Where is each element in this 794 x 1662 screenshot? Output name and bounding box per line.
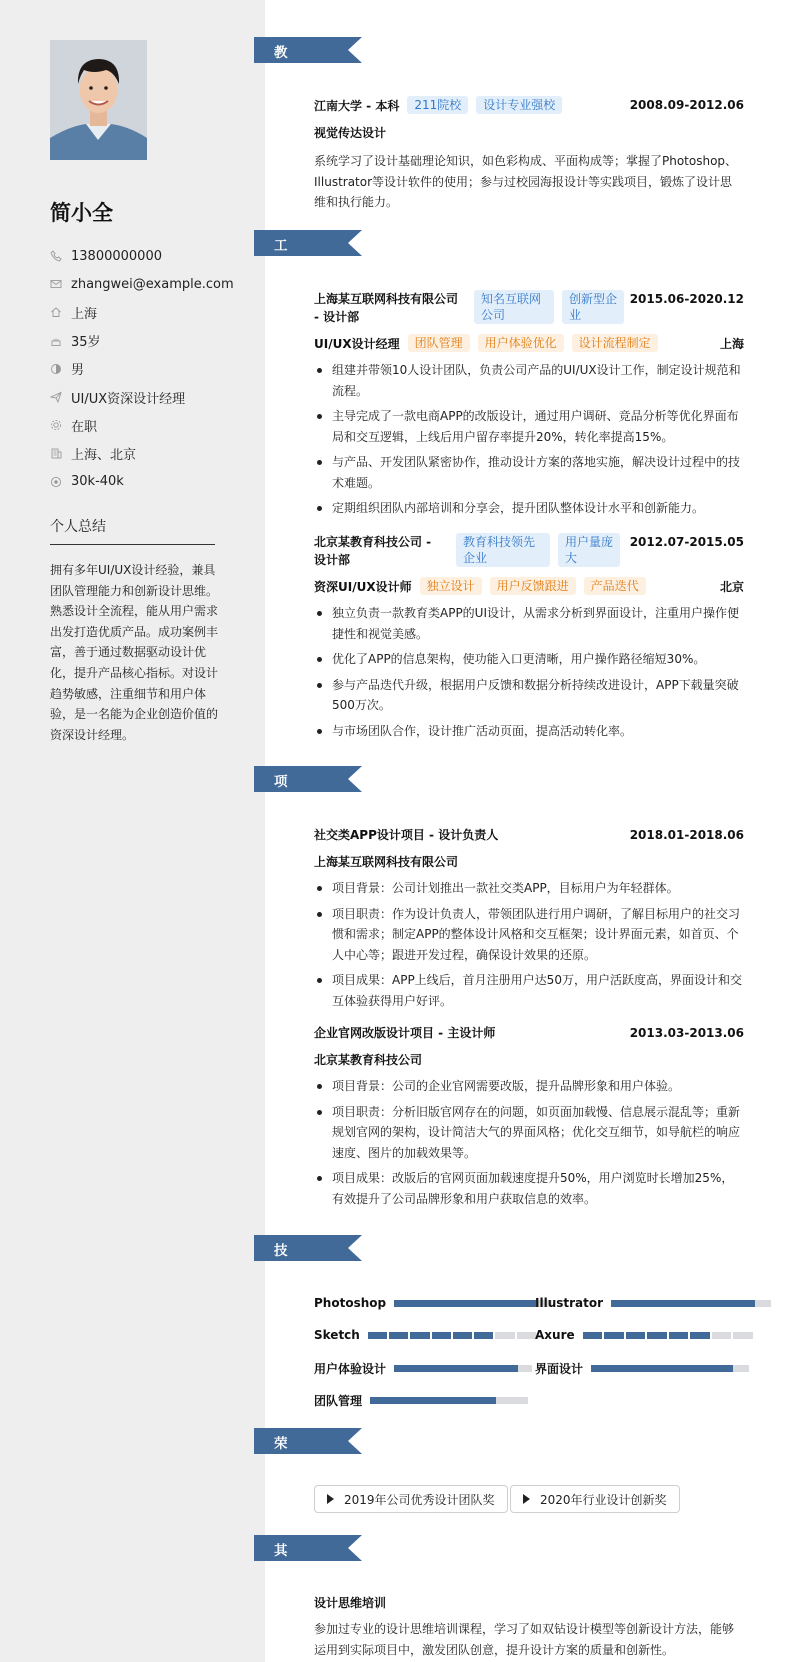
skill-level-segment: [389, 1332, 408, 1339]
skill-level-fill: [611, 1300, 755, 1307]
skill-level-segment: [604, 1332, 624, 1339]
list-item: 与产品、开发团队紧密协作，推动设计方案的落地实施，解决设计过程中的技术难题。: [314, 452, 744, 493]
list-item: 独立负责一款教育类APP的UI设计，从需求分析到界面设计，注重用户操作便捷性和视觉美感。: [314, 603, 744, 644]
work-date: 2012.07-2015.05: [629, 535, 744, 549]
skill-level-fill: [370, 1397, 496, 1404]
work-role-tag: 独立设计: [420, 577, 482, 595]
skill-level-fill: [394, 1300, 536, 1307]
info-phone: [50, 242, 250, 270]
work-company: 上海某互联网科技有限公司 - 设计部: [314, 292, 459, 324]
list-item: 项目成果：APP上线后，首月注册用户达50万，用户活跃度高，界面设计和交互体验获得用户好评。: [314, 970, 744, 1011]
info-locations-text: 上海、北京: [71, 447, 137, 463]
work-role: UI/UX设计经理: [314, 336, 400, 351]
project-date: 2013.03-2013.06: [629, 1025, 744, 1040]
info-city: [50, 298, 250, 326]
skill-level-fill: [591, 1365, 733, 1372]
skill-level-segment: [669, 1332, 689, 1339]
skill-sketch: [314, 1328, 536, 1342]
education-desc: 系统学习了设计基础理论知识，如色彩构成、平面构成等；掌握了Photoshop、Illustrator等设计软件的使用；参与过校园海报设计等实践项目，锻炼了设计思维和执行能力。: [314, 154, 738, 209]
work-tag: 知名互联网公司: [474, 290, 554, 324]
skill-ux-design: [314, 1360, 532, 1377]
project-title: 社交类APP设计项目 - 设计负责人: [314, 828, 499, 842]
work-duties: [314, 360, 744, 519]
skill-level-segment: [432, 1332, 451, 1339]
skill-level-segment: [474, 1332, 493, 1339]
education-major: 视觉传达设计: [314, 126, 387, 140]
list-item: 定期组织团队内部培训和分享会，提升团队整体设计水平和创新能力。: [314, 498, 744, 519]
info-salary-text: 30k-40k: [71, 474, 124, 490]
list-item: 项目职责：作为设计负责人，带领团队进行用户调研，了解目标用户的社交习惯和需求；制定APP的整体设计风格和交互框架；设计界面元素，如首页、个人中心等；跟进开发过程，确保设计效果的还原。: [314, 904, 744, 966]
status-icon: [50, 419, 62, 431]
honor-item[interactable]: [314, 1485, 508, 1513]
project-company: 上海某互联网科技有限公司: [314, 855, 459, 869]
info-city-text: 上海: [71, 306, 98, 322]
project-date: 2018.01-2018.06: [629, 827, 744, 842]
info-status-text: 在职: [71, 419, 98, 435]
skill-level-segment: [517, 1332, 536, 1339]
project-entry: [314, 1024, 744, 1214]
list-item: 项目成果：改版后的官网页面加载速度提升50%，用户浏览时长增加25%，有效提升了公司品牌形象和用户获取信息的效率。: [314, 1168, 744, 1209]
skill-level-segment: [368, 1332, 387, 1339]
summary-divider: [50, 544, 215, 545]
salary-icon: [50, 476, 62, 488]
avatar: [50, 40, 147, 160]
list-item: 优化了APP的信息架构，使功能入口更清晰，用户操作路径缩短30%。: [314, 649, 744, 670]
skill-level-segment: [583, 1332, 603, 1339]
skill-level-segment: [410, 1332, 429, 1339]
skill-bar: [394, 1300, 552, 1307]
skill-ui-design: [535, 1360, 749, 1377]
skill-level-fill: [394, 1365, 518, 1372]
list-item: 主导完成了一款电商APP的改版设计，通过用户调研、竞品分析等优化界面布局和交互逻辑，上线后用户留存率提升20%，转化率提高15%。: [314, 406, 744, 447]
work-role-tag: 团队管理: [408, 334, 470, 352]
skill-bar: [583, 1332, 753, 1339]
project-details: [314, 1076, 744, 1209]
skill-level-segment: [495, 1332, 514, 1339]
work-role-tag: 设计流程制定: [572, 334, 658, 352]
work-entry: [314, 290, 744, 524]
play-icon: [523, 1494, 530, 1504]
info-status: [50, 411, 250, 439]
list-item: 项目职责：分析旧版官网存在的问题，如页面加载慢、信息展示混乱等；重新规划官网的架构，设计简洁大气的界面风格；优化交互细节，如导航栏的响应速度、图片的加载效果等。: [314, 1102, 744, 1164]
work-tag: 创新型企业: [562, 290, 624, 324]
phone-icon: [50, 250, 62, 262]
work-tag: 用户量庞大: [558, 533, 620, 567]
education-date: 2008.09-2012.06: [629, 98, 744, 112]
skill-level-segment: [626, 1332, 646, 1339]
skill-illustrator: [535, 1296, 771, 1310]
education-entry: [314, 96, 744, 213]
info-phone-text: 13800000000: [71, 248, 162, 264]
education-tag: 211院校: [407, 96, 468, 114]
info-email-text: zhangwei@example.com: [71, 276, 234, 292]
info-position-text: UI/UX资深设计经理: [71, 391, 186, 407]
skill-name: 团队管理: [314, 1394, 363, 1408]
info-locations: [50, 439, 250, 467]
summary-text: 拥有多年UI/UX设计经验，兼具团队管理能力和创新设计思维。熟悉设计全流程，能从用户需求出发打造优质产品。成功案例丰富，善于通过数据驱动设计优化，提升产品核心指标。对设计趋势敏感，注重细节和用户体验，是一名能为企业创造价值的资深设计经理。: [50, 563, 219, 742]
work-role: 资深UI/UX设计师: [314, 579, 412, 594]
project-details: [314, 878, 744, 1011]
info-gender: [50, 355, 250, 383]
skill-name: 界面设计: [535, 1362, 584, 1376]
list-item: 与市场团队合作，设计推广活动页面，提高活动转化率。: [314, 721, 744, 742]
other-title: 设计思维培训: [314, 1596, 387, 1610]
work-city: 北京: [719, 579, 744, 594]
honor-label: 2020年行业设计创新奖: [540, 1492, 667, 1507]
project-entry: [314, 826, 744, 1016]
honor-item[interactable]: [510, 1485, 680, 1513]
info-age-text: 35岁: [71, 335, 101, 351]
info-gender-text: 男: [71, 363, 85, 379]
education-school: 江南大学 - 本科: [314, 98, 400, 113]
project-company: 北京某教育科技公司: [314, 1053, 423, 1067]
work-role-tag: 用户反馈跟进: [490, 577, 576, 595]
contact-info: [50, 242, 250, 496]
work-company: 北京某教育科技公司 - 设计部: [314, 535, 432, 567]
skill-axure: [535, 1328, 753, 1342]
skill-level-segment: [647, 1332, 667, 1339]
list-item: 项目背景：公司计划推出一款社交类APP，目标用户为年轻群体。: [314, 878, 744, 899]
skill-name: Illustrator: [535, 1296, 604, 1310]
skill-level-segment: [453, 1332, 472, 1339]
skill-name: Photoshop: [314, 1296, 387, 1310]
skill-name: 用户体验设计: [314, 1362, 387, 1376]
skill-team-management: [314, 1392, 528, 1409]
building-icon: [50, 447, 62, 459]
age-icon: [50, 335, 62, 347]
skill-bar: [370, 1397, 528, 1404]
summary-title: 个人总结: [50, 519, 106, 535]
mail-icon: [50, 278, 62, 290]
home-icon: [50, 306, 62, 318]
info-age: [50, 327, 250, 355]
work-tag: 教育科技领先企业: [456, 533, 550, 567]
other-entry: [314, 1594, 744, 1660]
gender-icon: [50, 363, 62, 375]
skill-bar: [611, 1300, 771, 1307]
education-tag: 设计专业强校: [476, 96, 562, 114]
work-entry: [314, 533, 744, 746]
work-role-tag: 产品迭代: [584, 577, 646, 595]
skill-bar: [591, 1365, 749, 1372]
list-item: 参与产品迭代升级，根据用户反馈和数据分析持续改进设计，APP下载量突破500万次。: [314, 675, 744, 716]
skill-photoshop: [314, 1296, 552, 1310]
skill-name: Axure: [535, 1328, 575, 1342]
candidate-name: 简小全: [50, 201, 113, 225]
skill-level-segment: [690, 1332, 710, 1339]
work-role-tag: 用户体验优化: [478, 334, 564, 352]
skill-bar: [394, 1365, 532, 1372]
honor-label: 2019年公司优秀设计团队奖: [344, 1492, 495, 1507]
play-icon: [327, 1494, 334, 1504]
work-duties: [314, 603, 744, 741]
info-email: [50, 270, 250, 298]
info-position: [50, 383, 250, 411]
skill-level-segment: [712, 1332, 732, 1339]
other-desc: 参加过专业的设计思维培训课程，学习了如双钻设计模型等创新设计方法，能够运用到实际项目中，激发团队创意，提升设计方案的质量和创新性。: [314, 1622, 735, 1657]
work-date: 2015.06-2020.12: [629, 292, 744, 306]
info-salary: [50, 468, 250, 496]
project-title: 企业官网改版设计项目 - 主设计师: [314, 1026, 496, 1040]
send-icon: [50, 391, 62, 403]
skill-level-segment: [733, 1332, 753, 1339]
skill-name: Sketch: [314, 1328, 360, 1342]
work-city: 上海: [719, 336, 744, 351]
list-item: 组建并带领10人设计团队，负责公司产品的UI/UX设计工作，制定设计规范和流程。: [314, 360, 744, 401]
list-item: 项目背景：公司的企业官网需要改版，提升品牌形象和用户体验。: [314, 1076, 744, 1097]
skill-bar: [368, 1332, 536, 1339]
